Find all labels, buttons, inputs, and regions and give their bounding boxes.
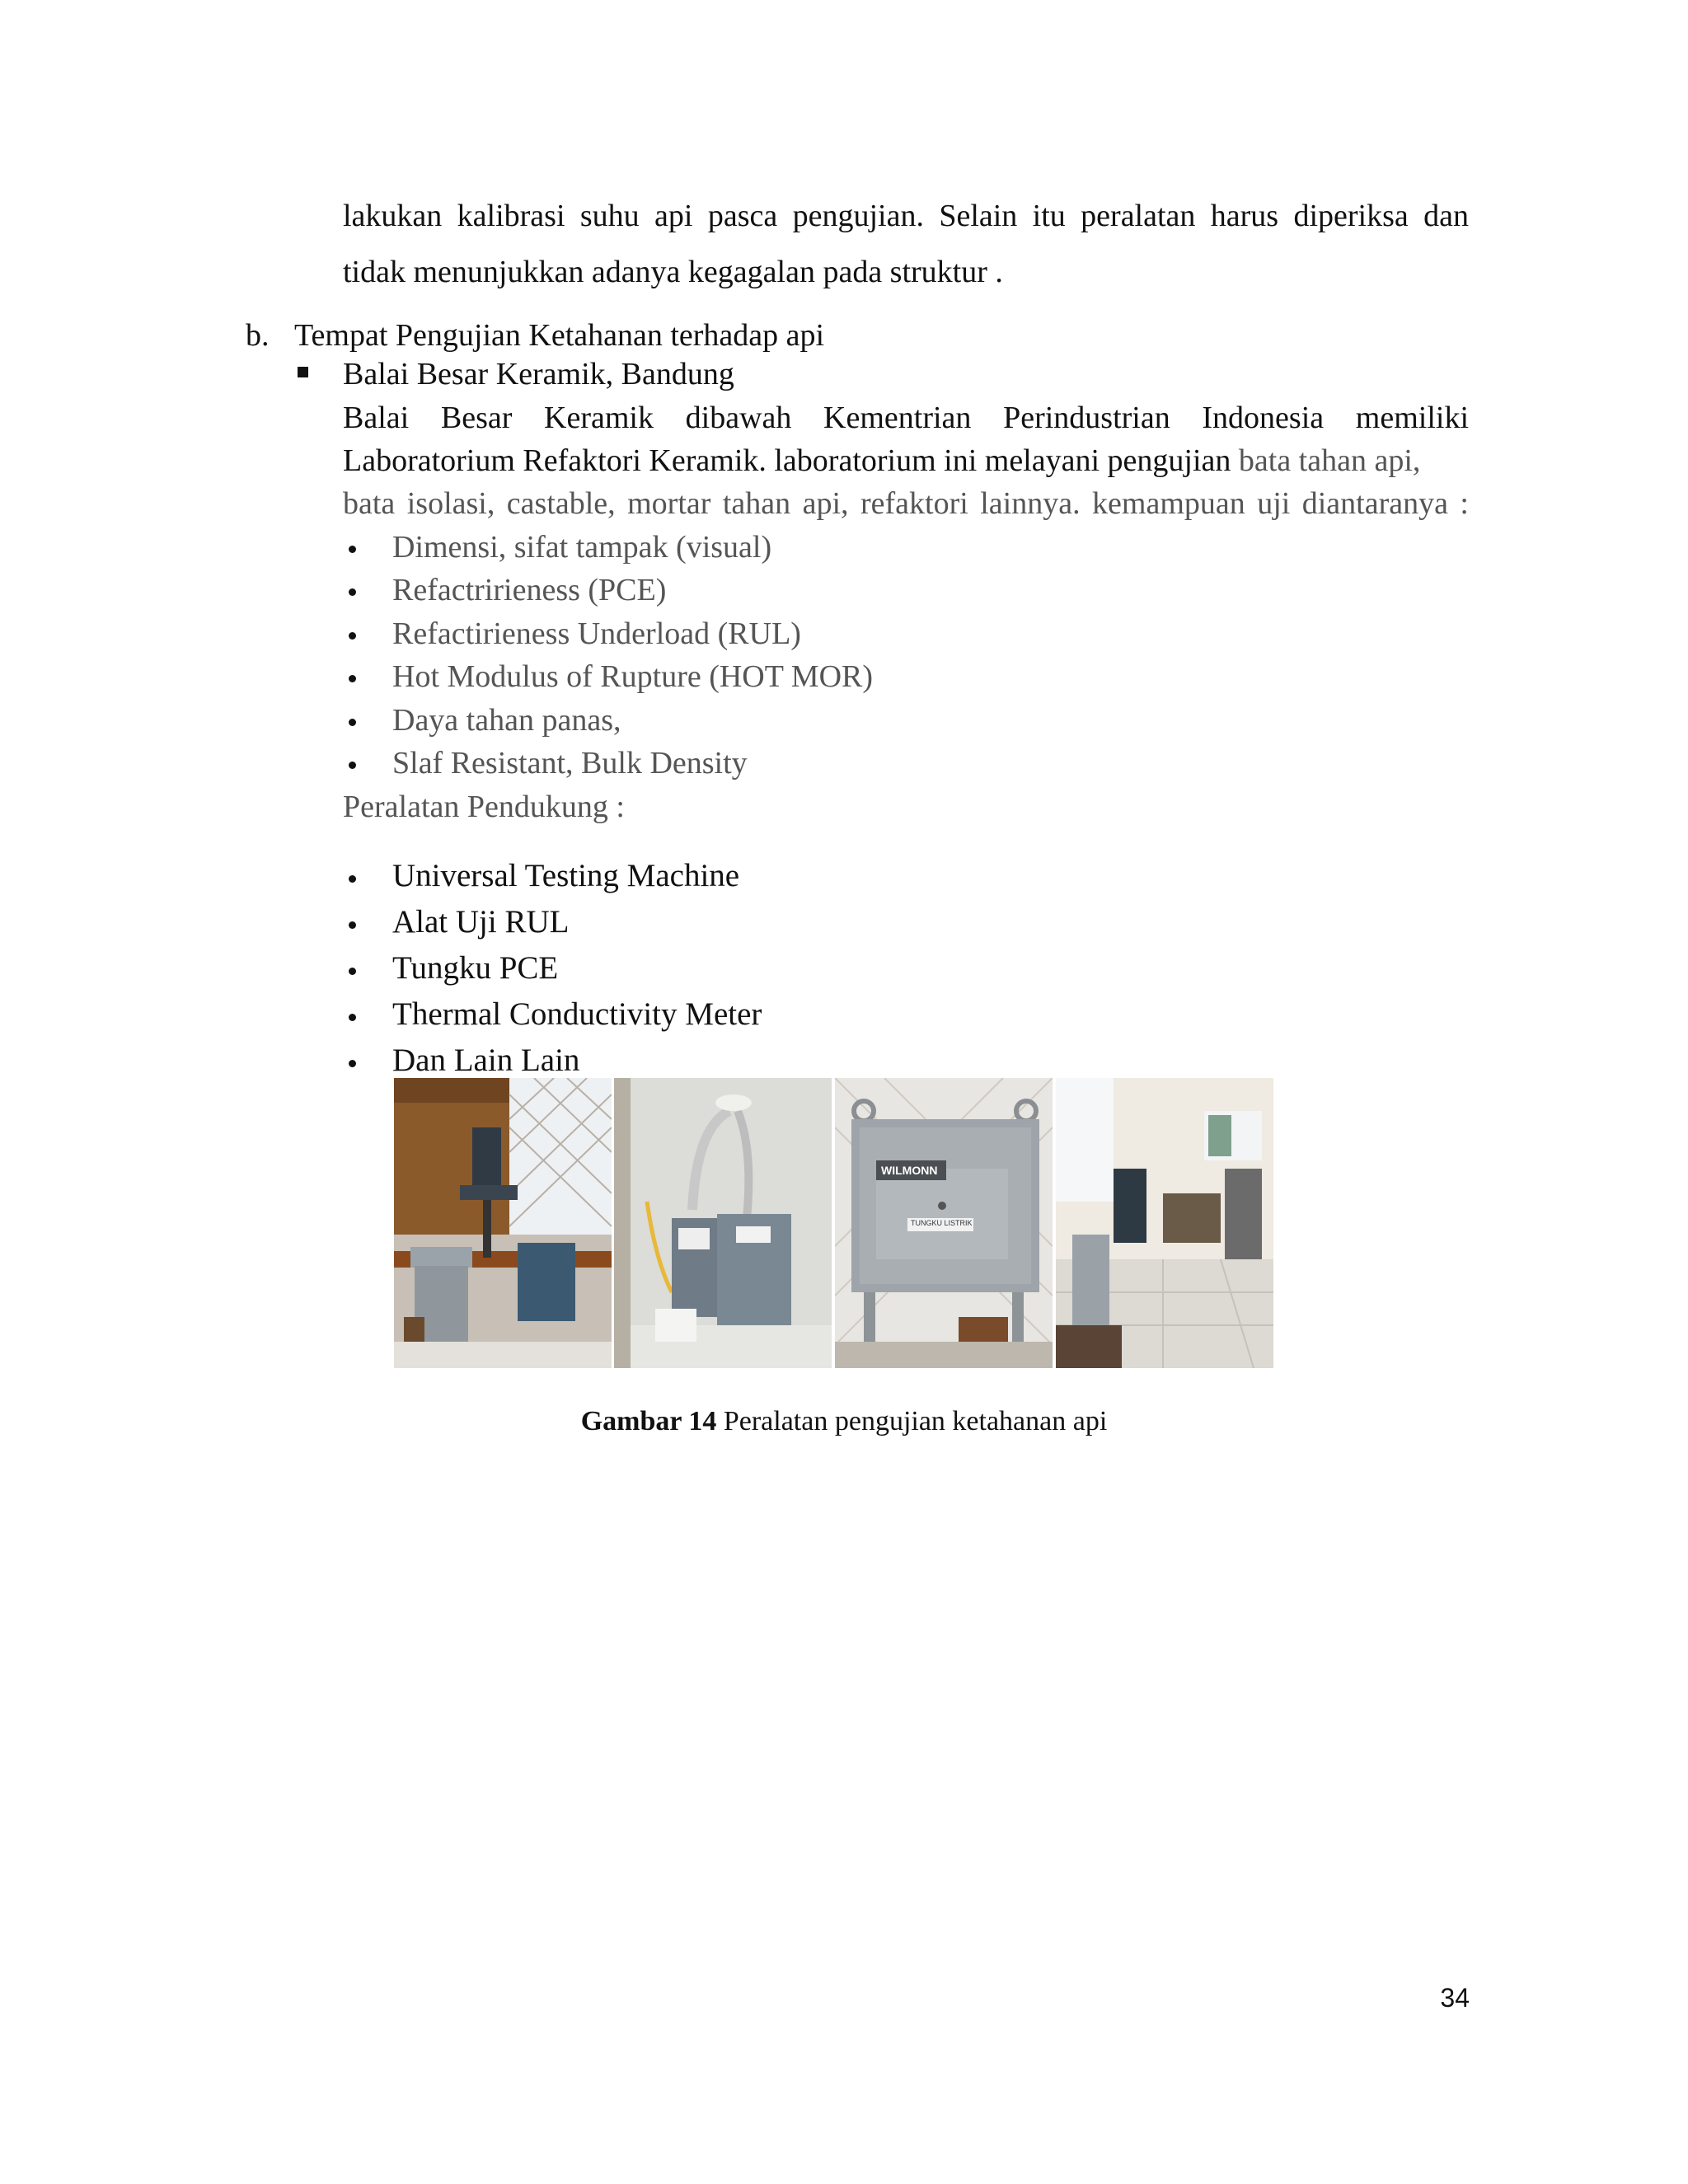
bullet-icon <box>349 675 356 682</box>
description-line: Balai Besar Keramik dibawah Kementrian Perindustrian Indonesia memiliki <box>343 401 1469 435</box>
list-item: Tungku PCE <box>392 950 559 986</box>
support-heading: Peralatan Pendukung : <box>343 790 625 824</box>
bullet-icon <box>349 588 356 596</box>
list-item: Refactirieness Underload (RUL) <box>392 616 801 651</box>
list-item: Thermal Conductivity Meter <box>392 996 762 1032</box>
caption-text: Peralatan pengujian ketahanan api <box>723 1406 1108 1436</box>
bullet-icon <box>349 546 356 553</box>
figure-caption <box>0 1406 1688 1437</box>
lab-photo-testing-machine <box>614 1078 832 1368</box>
bullet-icon <box>349 921 356 929</box>
section-title: Tempat Pengujian Ketahanan terhadap api <box>294 318 825 353</box>
caption-label: Gambar 14 <box>580 1406 717 1436</box>
bullet-icon <box>349 719 356 726</box>
list-item: Refactririeness (PCE) <box>392 573 667 607</box>
list-item: Dimensi, sifat tampak (visual) <box>392 530 772 565</box>
bullet-icon <box>349 632 356 640</box>
list-item: Slaf Resistant, Bulk Density <box>392 746 748 780</box>
list-item: Hot Modulus of Rupture (HOT MOR) <box>392 659 874 694</box>
bullet-icon <box>349 1060 356 1067</box>
bullet-icon <box>349 968 356 975</box>
section-marker: b. <box>246 318 270 353</box>
description-text-grey: bata tahan api, <box>1238 443 1421 478</box>
lab-photo-drill-press <box>394 1078 612 1368</box>
bullet-icon <box>349 875 356 883</box>
description-line <box>343 443 1420 480</box>
lab-photo-room-overview <box>1056 1078 1273 1368</box>
description-text: Laboratorium Refaktori Keramik. laboratorium ini melayani pengujian <box>343 443 1231 478</box>
list-item: Alat Uji RUL <box>392 904 570 940</box>
description-line: bata isolasi, castable, mortar tahan api, refaktori lainnya. kemampuan uji diantaranya : <box>343 486 1469 521</box>
square-bullet-icon <box>298 367 308 377</box>
list-item: Dan Lain Lain <box>392 1043 580 1078</box>
list-item: Universal Testing Machine <box>392 858 740 893</box>
paragraph-line: tidak menunjukkan adanya kegagalan pada struktur . <box>343 255 1003 289</box>
bullet-icon <box>349 762 356 769</box>
list-item: Daya tahan panas, <box>392 703 621 738</box>
furnace-type-label: TUNGKU LISTRIK <box>911 1219 973 1227</box>
paragraph-line: lakukan kalibrasi suhu api pasca pengujian. Selain itu peralatan harus diperiksa dan <box>343 199 1469 233</box>
page-number: 34 <box>1440 1983 1470 2013</box>
subsection-title: Balai Besar Keramik, Bandung <box>343 357 734 391</box>
furnace-brand-label: WILMONN <box>881 1164 938 1177</box>
bullet-icon <box>349 1014 356 1021</box>
lab-photo-electric-furnace <box>835 1078 1053 1368</box>
